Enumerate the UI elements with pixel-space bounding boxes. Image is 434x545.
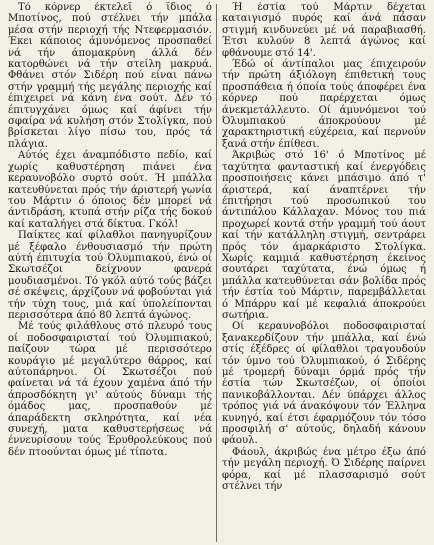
article-left-column <box>4 2 217 545</box>
paragraph: Αύτός έχει άναμπόδιστο πεδίο, καί χωρίς καθυστέρηση πιάνει ένα κεραυνοβόλο συρτό σούτ. Ή μπάλλα κατευθύνεται πρός τήν άριστερή γωνία του Μάρτιν ό όποιος δέν μπορεί νά άντιδράση, κτυπά στήν ρίζα τής δοκού καί καταλήγει στά δίκτυα. Γκόλ! <box>8 150 212 230</box>
paragraph: Φάουλ, άκριβώς ένα μέτρο έξω άπό τήν μεγάλη περιοχή. Ό Σιδέρης παίρνει φόρα, καί μέ πλασσαρισμό σούτ στέλνει τήν <box>222 446 426 493</box>
column-divider <box>216 4 217 542</box>
article-right-column <box>217 2 430 545</box>
paragraph: Οί κεραυνοβόλοι ποδοσφαιρισταί ξανακερδίζουν τήν μπάλλα, καί ένώ στίς έξέδρες οί φίλαθλοι τραγουδούν τόν ύμνο τού Όλυμπιακού, ό Σιδέρης μέ τρομερή δύναμι όρμά πρός τήν έστία τών Σκωτσέζων, οί όποίοι πανικοβάλλονται. Δέν ύπάρχει άλλος τρόπος γιά νά άνακόψουν τόν Έλληνα κυνηγό, καί έτσι έφαρμόζουν τόν τόσο προσφιλή σ' αύτούς, δηλαδή κάνουν φάουλ. <box>222 321 426 447</box>
paragraph: Παίκτες καί φίλαθλοι πανηγυρίζουν μέ ξέφαλο ένθουσιασμό τήν πρώτη αύτή έπιτυχία τού Όλυμπιακού, ένώ οί Σκωτσέζοι δείχνουν φανερά μουδιασμένοι. Τό γκόλ αύτό τούς βάζει σέ σκέψεις, άρχίζουν νά φοβούνται γιά τήν τύχη τους, μιά καί ύπολείπονται περισσότερα άπό 80 λεπτά άγώνος. <box>8 230 212 321</box>
paragraph: Μέ τούς φιλάθλους στό πλευρό τους οί ποδοσφαιρισταί τού Όλυμπιακού, παίζουν τώρα μέ περισσότερο κουράγιο μέ μεγαλύτερο θάρρος, καί αύτοπάρηνοι. Οί Σκωτσέζοι πού φαίνεται νά τά έχουν χαμένα άπό τήν άπροσδόκητη γι' αύτούς δύναμι τής όμάδος μας, προσπαθούν μέ άπαράδεκτη σκληρότητα, καί νέα συνεχή, ματα καθυστερήσεως νά έννευρίσουν τούς Έρυθρολεύκους πού δέν πτοούνται όμως μέ τίποτα. <box>8 321 212 458</box>
article-columns <box>4 2 430 545</box>
paragraph: Ή έστία τού Μάρτιν δέχεται καταιγισμό πυρός καί άνά πάσαν στιγμή κινδυνεύει μέ νά παραβιασθή. Έτσι κυλούν 8 λεπτά άγώνος καί φθάνουμε στό 14'. <box>222 2 426 59</box>
paragraph: Έδώ οί άντίπαλοι μας έπιχειρούν τήν πρώτη άξιόλογη έπιθετική τους προσπάθεια ή όποία τούς άποφέρει ένα κόρνερ πού παρέρχεται όμως άνεκμετάλλευτο. Οί άμυνόμενοι τού Όλυμπιακού άποκρούουν μέ χαρακτηριστική εύχέρεια, καί περνούν ξανά στήν έπίθεσι. <box>222 59 426 150</box>
paragraph: Άκριβώς στό 16' ό Μποτίνος μέ ταχύτητα φανταστική καί ένεργόδεις προσποιήσεις κάνει μπάσιμο άπό τ' άριστερά, καί άναπτέρνει τήν έπιτήρησι τού προσωπικού του άντιπάλου Κάλλαχαν. Μόνος του πιά προχωρεί κοντά στήν γραμμή τού άουτ καί τήν κατάλληλη στιγμή, σεντράρει πρός τόν άμαρκάριστο Στολίγκα. Χωρίς καμμιά καθυστέρηση έκείνος σουτάρει ταχύτατα, ένώ όμως ή μπάλλα κατευθύνεται σάν βολίδα πρός τήν έστία τού Μάρτιν, παρεμβάλλεται ό Μπάρρυ καί μέ κεφαλιά άποκρούει σωτήρια. <box>222 150 426 321</box>
paragraph: Τό κόρνερ έκτελεΐ ό ΐδιος ό Μποτίνος, πού στέλνει τήν μπάλα μέσα στήν περιοχή τής Ντεφερμασιόν. Έκει κάποιος άμυνόμενος προσπαθεί νά τήν άπομακρύνη άλλά δέν κατορθώνει νά τήν στείλη μακρυά. Φθάνει στόν Σιδέρη πού είναι πάνω στήν γραμμή τής μεγάλης περιοχής καί έπιχειρεί νά κάνη ένα σούτ. Δέν τό έπιτυγχάνει όμως καί άφίνει τήν σφαίρα νά κυλήση στόν Στολίγκα, πού βρίσκεται λίγο πίσω του, πρός τά πλάγια. <box>8 2 212 150</box>
